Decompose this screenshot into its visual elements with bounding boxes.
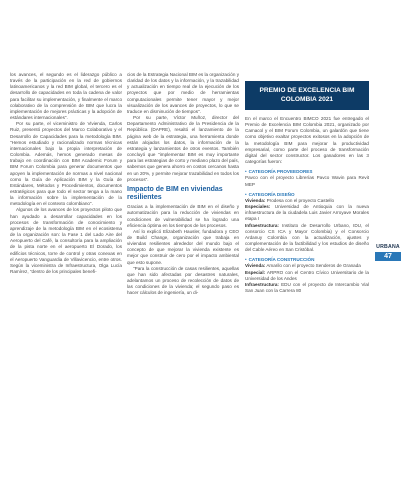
paragraph: Por su parte, Víctor Muñoz, director del Departamento Administrativo de la Presidencia de la República (DAPRE), resaltó el lanzamiento de la página web de la estrategia, una herramienta donde están alojados los datos, la información de la estrategia y lanzamientos de otros eventos. También concluyó que "implementar BIM es muy importante para las estrategias de corto y mediano plazo del país, sabemos que genera ahorro en costos cercanos hasta en un 20%, y permite mejorar trazabilidad en todos los procesos".	[127, 115, 239, 182]
paragraph: cios de la Estrategia Nacional BIM es la organización y claridad de los datos y la información, y la trazabilidad y actualización en tiempo real de la ejecución de los proyectos que por medio de herramientas computacionales permite tener mayor y mejor visualización de los avances de proyectos, lo que se traduce en disminución de tiempos".	[127, 72, 239, 114]
category-label: CATEGORÍA CONSTRUCCIÓN	[248, 257, 315, 263]
article-column-2	[127, 72, 239, 297]
section-heading: Impacto de BIM en viviendas resilientes	[127, 185, 223, 202]
category-label: CATEGORÍA DISEÑO	[248, 191, 295, 197]
entry-text: Prodesa con el proyecto Castello	[265, 197, 335, 203]
entry-text: Amarilo con el proyecto Senderos de Granada	[265, 263, 361, 269]
award-title-line1: PREMIO DE EXCELENCIA BIM	[259, 87, 355, 95]
award-title-line2: COLOMBIA 2021	[280, 95, 334, 103]
section-sidebar	[375, 244, 401, 261]
entry-text: EDU con el proyecto de Intercambio Vial San Juan con la Carrera 80	[245, 281, 369, 294]
entry-text: Instituto de Desarrollo Urbano, IDU, el consorcio CS ICA y Mayor Colombia) y el Consorcio Ardanuy Colombia con la actualización, ajustes y complementación de la factibilidad y los estudios de diseño del Cable Aéreo en San Cristóbal.	[245, 222, 369, 253]
entry-text: Universidad de Antioquia con la nueva infraestructura de la ciudadela Luis Javier Arroyave Morales etapa I	[245, 204, 369, 222]
award-entry	[245, 282, 369, 294]
bullet-icon: •	[245, 169, 247, 175]
bullet-icon: •	[245, 257, 247, 263]
award-text: Pavco con el proyecto Librerías Pavco Wavin para Revit MEP	[245, 175, 369, 187]
bullet-icon: •	[245, 191, 247, 197]
paragraph: Gracias a la implementación de BIM en el diseño y automatización para la reducción de viviendas en condiciones de vulnerabilidad se ha logrado una eficiencia óptima en los tiempos de los procesos.	[127, 204, 239, 228]
entry-label: Infraestructura:	[245, 281, 279, 287]
entry-label: Especial:	[245, 269, 266, 275]
award-column	[245, 116, 369, 294]
paragraph: Algunos de los avances de los proyectos piloto que han ayudado a desarrollar capacidades en los procesos de transformación de conocimiento y aprendizaje de la metodología BIM en el ecosistema de la organización son: la Fase 1 del Lado Aire del Aeropuerto del Café, la consultoría para la ampliación de la pista norte en el aeropuerto El Dorado, los edificios técnicos, torre de control y otras conexas en el Aeropuerto Vanguardia de Villavicencio, entre otros. Según la viceministra de Infraestructura, Olga Lucía Ramírez, "dentro de los principales benefi-	[10, 207, 122, 274]
award-intro: En el marco el Encuentro BIMCO 2021 fue entregado el Premio de Excelencia BIM Colombia 2021, organizado por Camacol y el BIM Forum Colombia, un galardón que tiene como objetivo exaltar proyectos exitosos en la adopción de la metodología BIM para mejorar la productividad empresarial, como parte del proceso de transformación digital del sector constructor. Los ganadores en las 3 categorías fueron:	[245, 116, 369, 165]
award-banner	[245, 81, 369, 110]
award-entry	[245, 204, 369, 222]
entry-label: Vivienda:	[245, 197, 266, 203]
paragraph: Por su parte, el viceministro de Vivienda, Carlos Ruiz, presentó proyectos del Marco Colaborativo y el Desarrollo de Capacidades para la metodología BIM. "Hemos estudiado y racionalizado normas técnicas internacionales bajo la propia interpretación de Colombia. Además, hemos generado mesas de trabajo en coordinación con BIM Academic Forum y BIM Forum Colombia para generar documentos que apoyen la implementación de normas a nivel nacional como la Guía de Aplicación BIM y la Guía de Estándares, Métodos y Procedimientos, documentos estratégicos para que todo el sector tenga a la mano la información sobre la implementación de la metodología en el contexto colombiano".	[10, 121, 122, 207]
award-entry	[245, 223, 369, 254]
entry-label: Especiales:	[245, 204, 271, 210]
entry-text: ARPRO con el Centro Cívico Universitario de la Universidad de los Andes	[245, 269, 369, 281]
paragraph: los avances, el segundo es el liderazgo público a través de la participación en la red de gobiernos latinoamericanos y la red BIM global, el tercero es el desarrollo de capacidades en toda la cadena de valor para facilitar su implementación, y finalmente el marco colaborativo de la comprensión de BIM que lucra la implementación de mejores prácticas y la adopción de estándares internacionales".	[10, 72, 122, 121]
article-column-1	[10, 72, 122, 275]
paragraph: Así lo explicó Elizabeth Hausler, fundadora y CEO de Build Change, organización que trabaja en viviendas resilientes alrededor del mundo bajo el concepto de que mejorar la vivienda existente es mejor que construir de cero por el impacto ambiental que esto supone.	[127, 228, 239, 265]
page-number: 47	[375, 252, 401, 261]
category-label: CATEGORÍA PROVEEDORES	[248, 169, 313, 175]
award-entry	[245, 270, 369, 282]
paragraph: "Para la construcción de casas resilientes, aquellas que han sido afectadas por desastres naturales, adelantamos un proceso de recolección de datos de las condiciones de la vivienda; el segundo paso es hacer cálculos de ingeniería, un di-	[127, 265, 239, 296]
section-tag: URBANA	[376, 244, 400, 250]
entry-label: Infraestructura:	[245, 222, 279, 228]
entry-label: Vivienda:	[245, 263, 266, 269]
